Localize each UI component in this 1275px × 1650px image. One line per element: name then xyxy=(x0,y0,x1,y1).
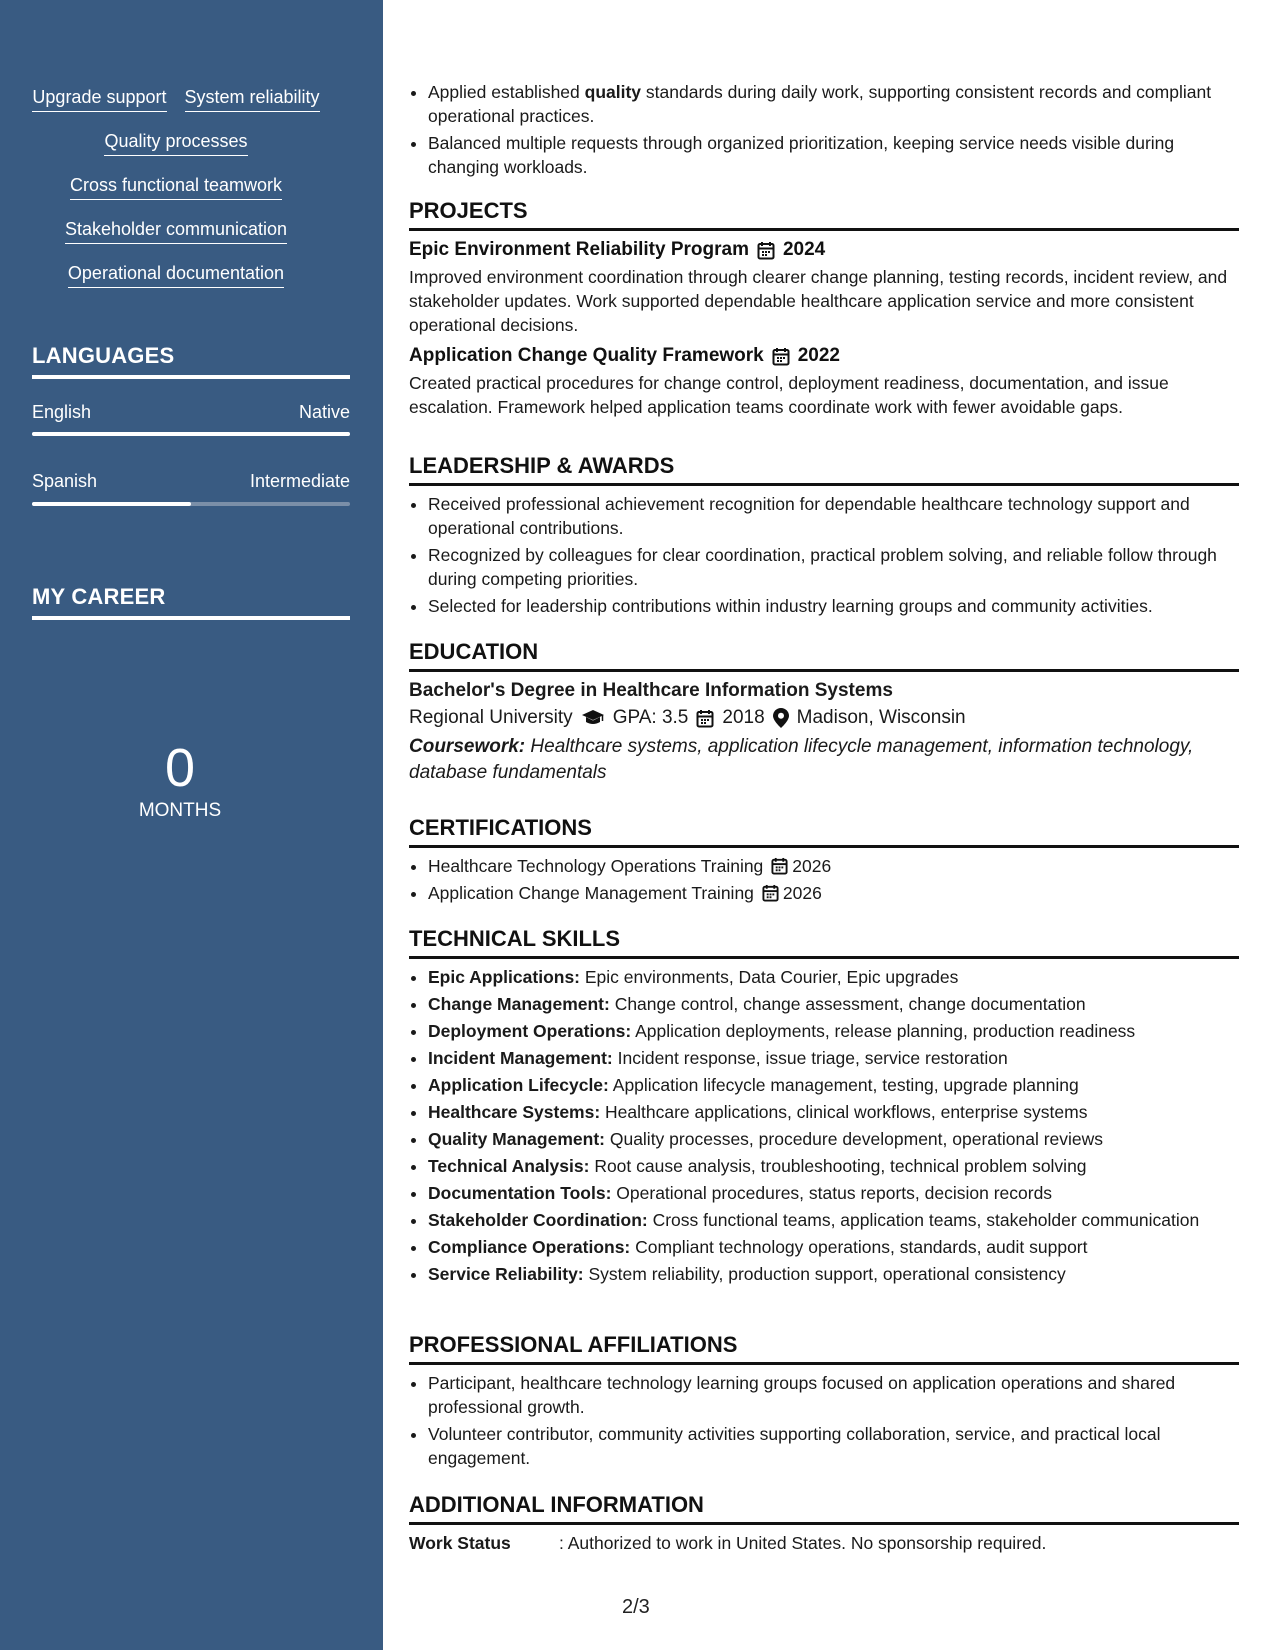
skill-tag[interactable]: System reliability xyxy=(185,86,320,112)
career-value: 0 xyxy=(164,738,196,798)
list-item: • Applied established quality standards during daily work, supporting consistent records and compliant operational practices. xyxy=(428,80,1239,128)
calendar-icon xyxy=(772,347,790,366)
language-level: Intermediate xyxy=(249,471,350,491)
skill-tag[interactable]: Cross functional teamwork xyxy=(70,174,282,200)
languages-heading: LANGUAGES xyxy=(32,343,350,379)
language-name: English xyxy=(32,402,92,422)
sidebar xyxy=(0,0,383,1650)
main-content xyxy=(409,0,1239,1650)
section-title: ADDITIONAL INFORMATION xyxy=(409,1492,1239,1525)
section-title: EDUCATION xyxy=(409,639,1239,672)
work-status-row xyxy=(409,1531,1239,1555)
school-name: Regional University xyxy=(409,707,573,728)
language-row xyxy=(32,402,350,423)
work-status-label: Work Status xyxy=(409,1533,511,1553)
list-item: • Participant, healthcare technology learning groups focused on application operations and shared professional growth. xyxy=(428,1371,1239,1419)
language-row xyxy=(32,471,350,492)
education-meta xyxy=(409,704,1239,732)
career-heading: MY CAREER xyxy=(32,584,350,620)
list-item: • Received professional achievement recognition for dependable healthcare technology support and operational contributions. xyxy=(428,492,1239,540)
project-description: Improved environment coordination through clearer change planning, testing records, incident review, and stakeholder updates. Work supported dependable healthcare application service and more consistent operational decisions. xyxy=(409,267,1228,335)
language-proficiency-bar xyxy=(32,432,350,436)
gpa: GPA: 3.5 xyxy=(612,707,689,728)
language-proficiency-bar xyxy=(32,502,350,506)
degree-title: Bachelor's Degree in Healthcare Information Systems xyxy=(409,680,893,701)
list-item: • Incident Management: Incident response, issue triage, service restoration xyxy=(428,1046,1239,1070)
list-item: • Selected for leadership contributions within industry learning groups and community activities. xyxy=(428,594,1239,618)
projects-section xyxy=(409,198,1239,425)
language-proficiency-fill xyxy=(32,432,350,436)
list-item: • Epic Applications: Epic environments, Data Courier, Epic upgrades xyxy=(428,965,1239,989)
work-status-value: : Authorized to work in United States. No sponsorship required. xyxy=(559,1533,1047,1553)
section-title: CERTIFICATIONS xyxy=(409,815,1239,848)
page-number: 2/3 xyxy=(622,1596,650,1618)
list-item: • Healthcare Technology Operations Training 2026 xyxy=(428,854,1239,878)
project-description: Created practical procedures for change control, deployment readiness, documentation, and issue escalation. Framework helped application teams coordinate work with fewer avoidable gaps. xyxy=(409,373,1169,417)
list-item: • Application Change Management Training 2026 xyxy=(428,881,1239,905)
list-item: • Recognized by colleagues for clear coordination, practical problem solving, and reliable follow through during competing priorities. xyxy=(428,543,1239,591)
skill-tag[interactable]: Stakeholder communication xyxy=(65,218,287,244)
section-title: PROJECTS xyxy=(409,198,1239,231)
list-item: • Change Management: Change control, change assessment, change documentation xyxy=(428,992,1239,1016)
list-item: • Application Lifecycle: Application lifecycle management, testing, upgrade planning xyxy=(428,1073,1239,1097)
career-unit: MONTHS xyxy=(138,800,222,821)
list-item: • Technical Analysis: Root cause analysis, troubleshooting, technical problem solving xyxy=(428,1154,1239,1178)
technical-skills-section xyxy=(409,926,1239,1289)
list-item: • Quality Management: Quality processes, procedure development, operational reviews xyxy=(428,1127,1239,1151)
project-title: Epic Environment Reliability Program 2024 xyxy=(409,239,826,260)
section-title: PROFESSIONAL AFFILIATIONS xyxy=(409,1332,1239,1365)
graduation-year: 2018 xyxy=(722,707,765,728)
language-name: Spanish xyxy=(32,471,98,491)
list-item: • Volunteer contributor, community activities supporting collaboration, service, and practical local engagement. xyxy=(428,1422,1239,1470)
list-item: • Service Reliability: System reliability, production support, operational consistency xyxy=(428,1262,1239,1286)
list-item: • Documentation Tools: Operational procedures, status reports, decision records xyxy=(428,1181,1239,1205)
leadership-section xyxy=(409,453,1239,621)
certifications-section xyxy=(409,815,1239,908)
list-item: • Deployment Operations: Application deployments, release planning, production readiness xyxy=(428,1019,1239,1043)
calendar-icon xyxy=(696,709,714,728)
calendar-icon xyxy=(757,241,775,260)
skill-tags xyxy=(30,86,322,288)
project-title: Application Change Quality Framework 2022 xyxy=(409,345,841,366)
language-level: Native xyxy=(298,402,350,422)
list-item: • Healthcare Systems: Healthcare applications, clinical workflows, enterprise systems xyxy=(428,1100,1239,1124)
language-proficiency-fill xyxy=(32,502,191,506)
education-section xyxy=(409,639,1239,786)
map-pin-icon xyxy=(773,708,789,728)
coursework: Coursework: Healthcare systems, application lifecycle management, information technology, database fundamentals xyxy=(409,736,1194,783)
location: Madison, Wisconsin xyxy=(796,707,966,728)
calendar-icon xyxy=(762,884,779,902)
skill-tag[interactable]: Upgrade support xyxy=(32,86,166,112)
calendar-icon xyxy=(771,857,788,875)
graduation-cap-icon xyxy=(581,709,605,727)
affiliations-section xyxy=(409,1332,1239,1473)
list-item: • Compliance Operations: Compliant technology operations, standards, audit support xyxy=(428,1235,1239,1259)
intro-section xyxy=(409,80,1239,182)
section-title: LEADERSHIP & AWARDS xyxy=(409,453,1239,486)
list-item: • Stakeholder Coordination: Cross functional teams, application teams, stakeholder communication xyxy=(428,1208,1239,1232)
skill-tag[interactable]: Operational documentation xyxy=(68,262,284,288)
section-title: TECHNICAL SKILLS xyxy=(409,926,1239,959)
additional-info-section xyxy=(409,1492,1239,1555)
skill-tag[interactable]: Quality processes xyxy=(104,130,247,156)
list-item: • Balanced multiple requests through organized prioritization, keeping service needs visible during changing workloads. xyxy=(428,131,1239,179)
